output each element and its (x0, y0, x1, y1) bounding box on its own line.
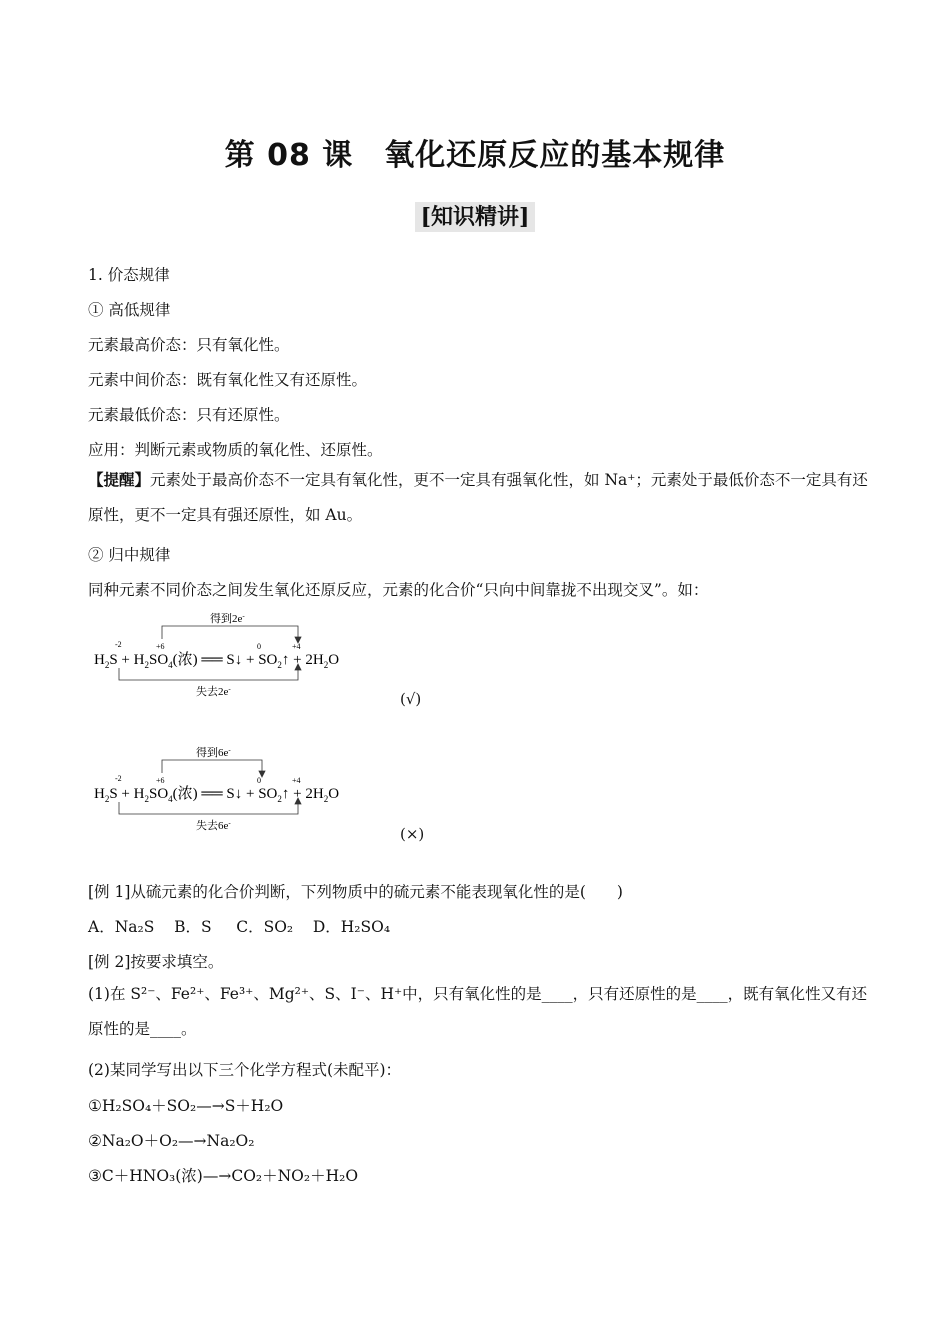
section-heading (0, 200, 950, 231)
example1-question: [例 1]从硫元素的化合价判断，下列物质中的硫元素不能表现氧化性的是( ) (88, 883, 623, 901)
gain-electrons-label: 得到2e- (210, 612, 245, 625)
text-convergence-rule: 同种元素不同价态之间发生氧化还原反应，元素的化合价“只向中间靠拢不出现交叉”。如： (88, 581, 709, 599)
ox-state-s: 0 (257, 642, 261, 651)
subheading-convergence-rule: ② 归中规律 (88, 546, 171, 564)
option-d: D．H₂SO₄ (312, 918, 391, 936)
equation-1: ①H₂SO₄＋SO₂—→S＋H₂O (88, 1097, 284, 1115)
text-lowest-valence: 元素最低价态：只有还原性。 (88, 406, 290, 424)
reaction-diagram-correct (90, 608, 400, 698)
lose-electrons-label: 失去2e- (196, 685, 231, 698)
heading-valence-rule: 1. 价态规律 (88, 266, 170, 284)
equation-2: ②Na₂O＋O₂—→Na₂O₂ (88, 1132, 255, 1150)
example1-options (88, 915, 390, 937)
reaction-diagram-correct-svg (90, 608, 400, 698)
reaction-diagram-incorrect (90, 742, 400, 832)
option-b: B．S (174, 918, 212, 936)
example2-heading: [例 2]按要求填空。 (88, 953, 224, 971)
reaction-equation: $H_2S + H_2SO_4$(浓) ══ S↓ + $SO_2↑ + 2H_2O$ (94, 652, 340, 670)
text-application: 应用：判断元素或物质的氧化性、还原性。 (88, 441, 383, 459)
reminder-text: 元素处于最高价态不一定具有氧化性，更不一定具有强氧化性，如 Na⁺；元素处于最低价态不一定具有还原性，更不一定具有强还原性，如 Au。 (88, 471, 868, 524)
ox-state-so2: +4 (292, 776, 301, 785)
ox-state-h2so4: +6 (156, 642, 165, 651)
ox-state-h2s: -2 (115, 640, 122, 649)
option-a: A．Na₂S (88, 918, 155, 936)
ox-state-h2so4: +6 (156, 776, 165, 785)
reminder-paragraph (88, 462, 868, 533)
gain-bracket (162, 626, 298, 639)
ox-state-so2: +4 (292, 642, 301, 651)
page-title: 第 08 课 氧化还原反应的基本规律 (224, 138, 726, 173)
text-middle-valence: 元素中间价态：既有氧化性又有还原性。 (88, 371, 368, 389)
section-heading-label: [知识精讲] (415, 202, 536, 232)
text-highest-valence: 元素最高价态：只有氧化性。 (88, 336, 290, 354)
gain-electrons-label: 得到6e- (196, 746, 231, 759)
gain-bracket (162, 760, 262, 773)
ox-state-s: 0 (257, 776, 261, 785)
lose-electrons-label: 失去6e- (196, 819, 231, 832)
subheading-high-low-rule: ① 高低规律 (88, 301, 171, 319)
ox-state-h2s: -2 (115, 774, 122, 783)
reaction-equation: $H_2S + H_2SO_4$(浓) ══ S↓ + $SO_2↑ + 2H_2O$ (94, 786, 340, 804)
example2-part1: (1)在 S²⁻、Fe²⁺、Fe³⁺、Mg²⁺、S、I⁻、H⁺中，只有氧化性的是____，只有还原性的是____，既有氧化性又有还原性的是____。 (88, 985, 868, 1038)
example2-part2: (2)某同学写出以下三个化学方程式(未配平)： (88, 1061, 402, 1079)
reminder-label: 【提醒】 (88, 470, 151, 489)
reaction-diagram-incorrect-svg (90, 742, 400, 832)
verdict-correct: (√) (400, 690, 422, 708)
verdict-incorrect: (×) (400, 825, 425, 843)
option-c: C．SO₂ (236, 918, 294, 936)
equation-3: ③C＋HNO₃(浓)—→CO₂＋NO₂＋H₂O (88, 1167, 359, 1185)
